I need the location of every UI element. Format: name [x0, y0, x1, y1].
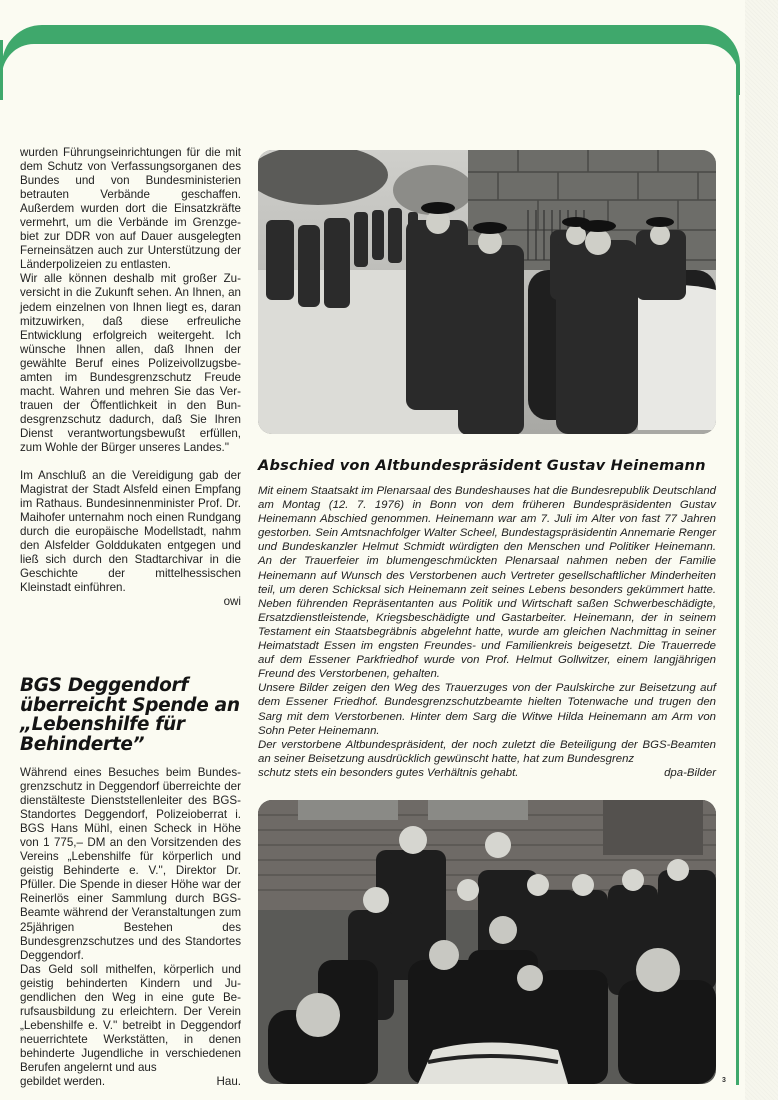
page-number: 3: [722, 1077, 726, 1084]
photo-graphic: [258, 800, 716, 1084]
paragraph: Unsere Bilder zeigen den Weg des Trauerzuges von der Paulskirche zur Beisetzung auf dem Essener Friedhof. Bundesgrenzschutzbeamte hielten Totenwache und trugen den Sarg mit dem Verstorbenen. Hinter dem Sarg die Witwe Hilda Heinemann am Arm von Sohn Peter Heinemann.: [258, 682, 716, 737]
left-article-continued: [20, 146, 241, 610]
funeral-procession-photo: [258, 150, 716, 434]
paragraph: Mit einem Staatsakt im Plenarsaal des Bundeshauses hat die Bundesrepublik Deutschland am Montag (12. 7. 1976) in Bonn von dem früheren Bundespräsidenten Gustav Heinemann Abschied genommen. Heinemann war am 7. Juli im Alter von fast 77 Jahren gestorben. Sein Amtsnachfolger Walter Scheel, Bundestagspräsidentin Annemarie Renger und Bundeskanzler Helmut Schmidt würdigten den Menschen und Politiker Heinemann. An der Trauerfeier im blumengeschmückten Plenarsaal nahmen neben der Familie Heinemann auf Wunsch des Verstorbenen auch Vertreter gesellschaftlicher Minderheiten teil, um deren Schicksal sich Heinemann zeit seines Lebens besonders gekümmert hatte. Neben führenden Repräsentanten aus Politik und Wirtschaft saßen Schwerbeschädigte, Ersatzdienstleistende, Kriegsbeschädigte und Gastarbeiter. Heinemann, der in seinem Testament ein Staatsbegräbnis abgelehnt hatte, wurde am gleichen Nachmittag in seiner Heimatstadt Essen im engsten Freundes- und Familienkreis beigesetzt. Die Trauerrede auf dem Essener Parkfriedhof wurde von Prof. Helmut Gollwitzer, einem langjährigen Freund des Verstorbenen, gehalten.: [258, 485, 716, 681]
bgs-article-headline: BGS Deggendorf überreicht Spende an „Lebenshilfe für Behinderte”: [20, 675, 240, 755]
photo-credit: dpa-Bilder: [664, 766, 716, 779]
page-edge-texture: [745, 0, 778, 1100]
author-signature: Hau.: [216, 1075, 241, 1089]
paragraph: Während eines Besuches beim Bundesgrenzschutz in Deggendorf überreichte der dienstälteste Dienststellenleiter des BGS-Standortes Deggendorf, Polizeioberrat i. BGS Hans Mühl, einen Scheck in Höhe von 1 775,– DM an den Vorsitzenden des Vereins „Lebenshilfe für körperlich und geistig Behinderte e. V.'', Direktor Dr. Pfüller. Die Spende in dieser Höhe war der Reinerlös einer Sammlung durch BGS-Beamte während der Veranstaltungen zum 25jährigen Bestehen des Bundesgrenzschutzes und des Standortes Deggendorf.: [20, 766, 241, 962]
frame-inner-mask: [2, 44, 738, 124]
graveside-photo: [258, 800, 716, 1084]
closing-line: [20, 1075, 241, 1089]
last-line: gebildet werden.: [20, 1075, 106, 1089]
paragraph: Im Anschluß an die Vereidigung gab der Magistrat der Stadt Alsfeld einen Empfang im Rathaus. Bundesinnenminister Prof. Dr. Maihofer unternahm noch einen Rundgang durch die europäische Modellstadt, nahm den Alsfelder Golddukaten entgegen und ließ sich durch den Stadtarchivar in die Geschichte der mittelhessischen Kleinstadt einführen.: [20, 469, 241, 595]
photo-graphic: [258, 150, 716, 434]
last-line: schutz stets ein besonders gutes Verhältnis gehabt.: [258, 766, 519, 779]
green-frame-left-edge: [0, 40, 3, 100]
author-signature: owi: [223, 595, 241, 609]
paragraph: wurden Führungseinrichtungen für die mit dem Schutz von Verfassungsorganen des Bundes und von Bundesministerien betrauten Verbände geschaffen. Außerdem wurden dort die Einsatzkräfte vermehrt, um die Verbände im Grenzgebiet zur DDR von auf Dauer ausgelegten Ferneinsätzen auch zur Unterstützung der Länderpolizeien zu entlasten.: [20, 146, 241, 272]
heinemann-article-body: [258, 484, 716, 780]
bgs-article-body: [20, 766, 241, 1089]
paragraph: Wir alle können deshalb mit großer Zuversicht in die Zukunft sehen. An Ihnen, an jedem einzelnen von Ihnen liegt es, daran mitzuwirken, daß diese erfreuliche Entwicklung erfolgreich weitergeht. Ich wünsche Ihnen allen, daß Ihnen der gewählte Beruf eines Polizeivollzugsbeamten im Bundesgrenzschutz Freude macht. Wahren und mehren Sie das Vertrauen der Öffentlichkeit in den Bundesgrenzschutz dadurch, daß Sie Ihren Dienst verantwortungsbewußt erfüllen, zum Wohle der Bürger unseres Landes.'': [20, 272, 241, 454]
paragraph: Das Geld soll mithelfen, körperlich und geistig behinderten Kindern und Jugendlichen den Weg in eine gute Berufsausbildung zu erleichtern. Der Verein „Lebenshilfe e. V.'' betreibt in Deggendorf neuerrichtete Werkstätten, in denen behinderte Jugendliche in verschiedenen Berufen angelernt und aus: [20, 962, 241, 1074]
green-frame-right-rule: [736, 60, 739, 1085]
heinemann-article-headline: Abschied von Altbundespräsident Gustav Heinemann: [258, 457, 706, 474]
paragraph: Der verstorbene Altbundespräsident, der noch zuletzt die Beteiligung der BGS-Beamten an seiner Beisetzung ausdrücklich gewünscht hatte, hat zum Bundesgrenz: [258, 738, 716, 765]
closing-line: [258, 766, 716, 780]
